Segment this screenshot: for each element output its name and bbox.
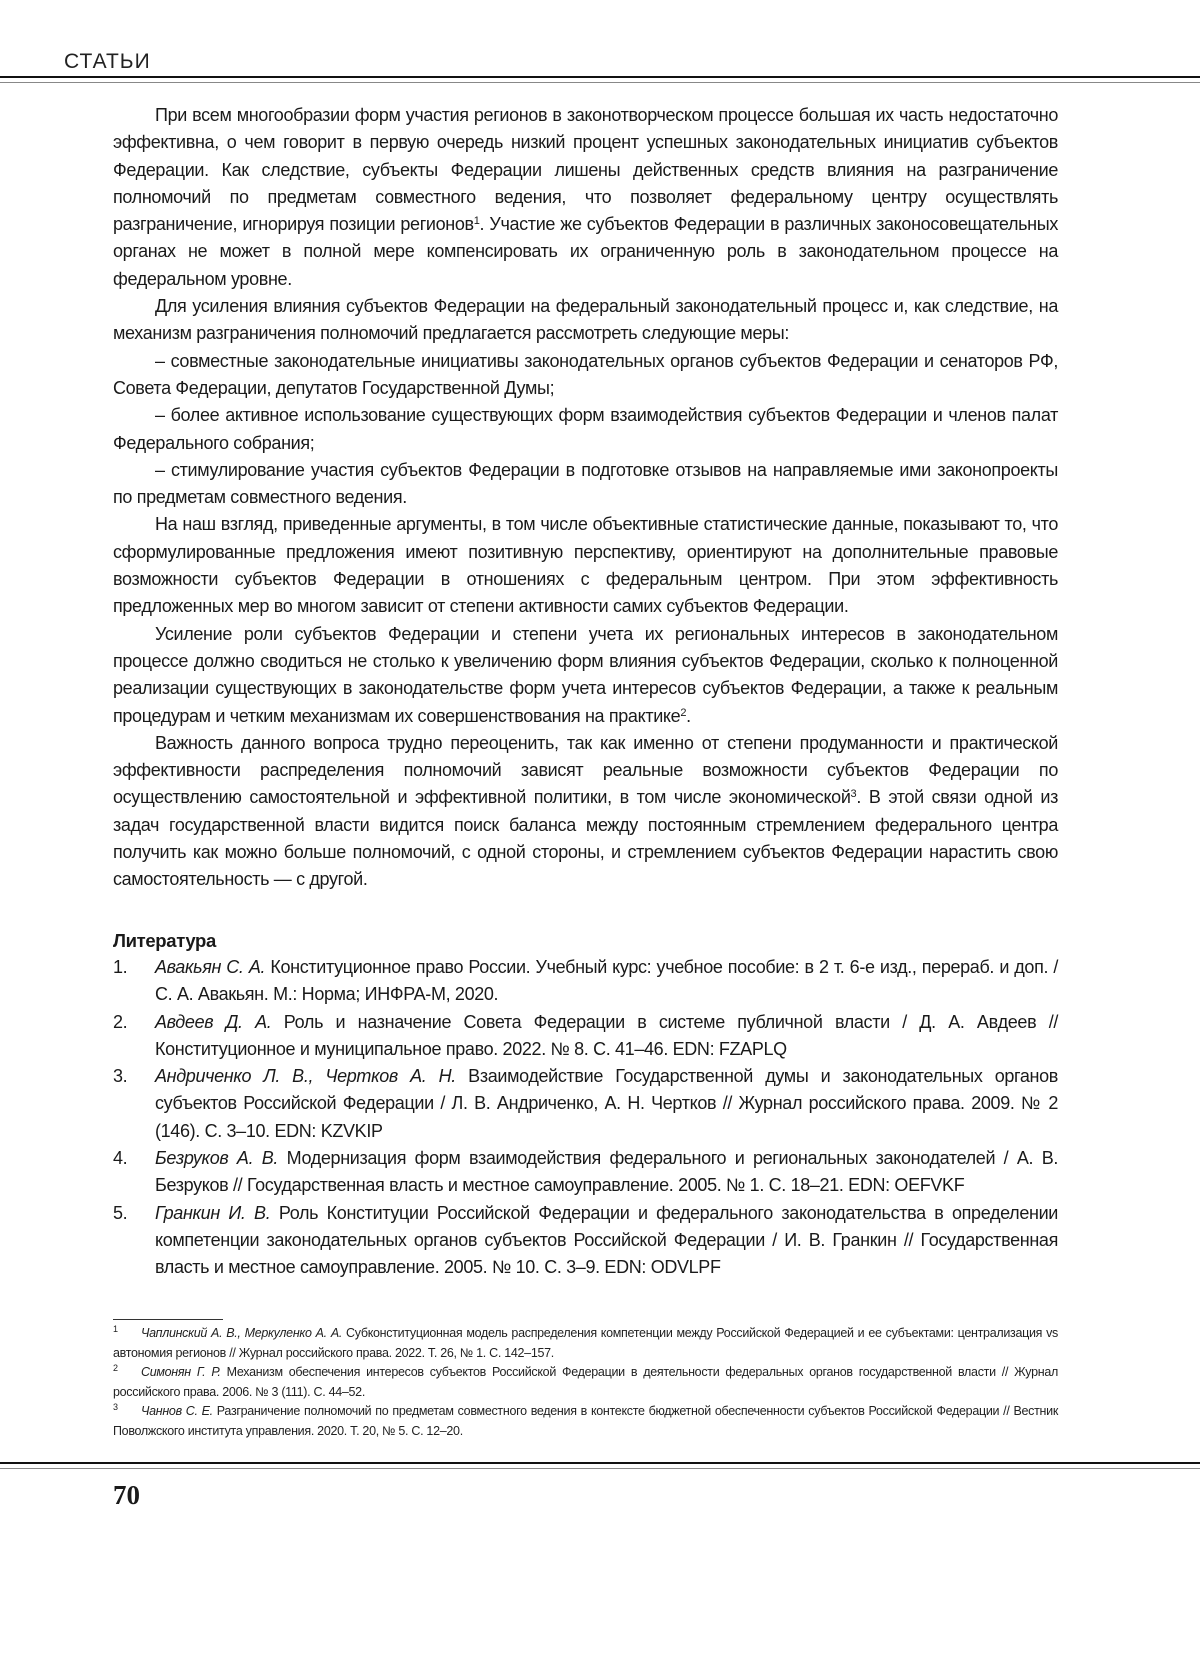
reference-author: Авакьян С. А.: [155, 957, 265, 977]
reference-item: [113, 1200, 1058, 1282]
reference-body: [155, 954, 1058, 1009]
reference-body: [155, 1200, 1058, 1282]
paragraph-text: Для усиления влияния субъектов Федерации на федеральный законодательный процесс и, как следствие, на механизм разграничения полномочий предлагается рассмотреть следующие меры:: [113, 296, 1058, 343]
footnote-ref: 2: [680, 707, 686, 719]
reference-body: [155, 1063, 1058, 1145]
footnote-text: Механизм обеспечения интересов субъектов Российской Федерации в деятельности федеральных органов государственной власти // Журнал российского права. 2006. № 3 (111). С. 44–52.: [113, 1365, 1058, 1399]
reference-item: [113, 1009, 1058, 1064]
header-rule: [0, 76, 1200, 83]
footnote-author: Чаннов С. Е.: [141, 1404, 213, 1418]
reference-number: 4.: [113, 1145, 155, 1200]
reference-item: [113, 1145, 1058, 1200]
paragraph-text: . Участие же субъектов Федерации в различных законосовещательных органах не может в полной мере компенсировать их ограниченную роль в законодательном процессе на федеральном уровне.: [113, 214, 1058, 289]
footnote-text: Субконституционная модель распределения компетенции между Российской Федерацией и ее субъектами: централизация vs автономия регионов // Журнал российского права. 2022. Т. 26, № 1. С. 142–157.: [113, 1326, 1058, 1360]
paragraph-text: При всем многообразии форм участия регионов в законотворческом процессе большая их часть недостаточно эффективна, о чем говорит в первую очередь низкий процент успешных законодательных инициатив субъектов Федерации. Как следствие, субъекты Федерации лишены действенных средств влияния на разграничение полномочий по предметам совместного ведения, что позволяет федеральному центру осуществлять разграничение, игнорируя позиции регионов: [113, 105, 1058, 234]
reference-number: 1.: [113, 954, 155, 1009]
footnote: 2 Симонян Г. Р. Механизм обеспечения интересов субъектов Российской Федерации в деятельности федеральных органов государственной власти // Журнал российского права. 2006. № 3 (111). С. 44–52.: [113, 1363, 1058, 1402]
paragraph-text: .: [686, 706, 691, 726]
reference-item: [113, 954, 1058, 1009]
footnote-separator: [113, 1319, 223, 1320]
reference-author: Гранкин И. В.: [155, 1203, 270, 1223]
footnote-ref: 1: [474, 215, 480, 227]
reference-number: 5.: [113, 1200, 155, 1282]
literature-title: Литература: [113, 927, 1058, 954]
paragraph: [113, 293, 1058, 348]
reference-author: Авдеев Д. А.: [155, 1012, 271, 1032]
article-body: [113, 102, 1058, 1281]
paragraph: [113, 457, 1058, 512]
footer-rule: [0, 1462, 1200, 1469]
reference-body: [155, 1009, 1058, 1064]
paragraph-text: Важность данного вопроса трудно переоценить, так как именно от степени продуманности и практической эффективности распределения полномочий зависят реальные возможности субъектов Федерации по осуществлению самостоятельной и эффективной политики, в том числе экономической: [113, 733, 1058, 808]
paragraph-text: Усиление роли субъектов Федерации и степени учета их региональных интересов в законодательном процессе должно сводиться не столько к увеличению форм влияния субъектов Федерации, сколько к полноценной реализации существующих в законодательстве форм учета интересов субъектов Федерации, а также к реальным процедурам и четким механизмам их совершенствования на практике: [113, 624, 1058, 726]
paragraphs: [113, 102, 1058, 894]
footnotes: [113, 1324, 1058, 1441]
reference-text: Роль Конституции Российской Федерации и федерального законодательства в определении компетенции законодательных органов субъектов Российской Федерации / И. В. Гранкин // Государственная власть и местное самоуправление. 2005. № 10. С. 3–9. EDN: ODVLPF: [155, 1203, 1058, 1278]
reference-item: [113, 1063, 1058, 1145]
paragraph: [113, 621, 1058, 730]
paragraph: [113, 102, 1058, 293]
footnote: 1 Чаплинский А. В., Меркуленко А. А. Субконституционная модель распределения компетенции между Российской Федерацией и ее субъектами: централизация vs автономия регионов // Журнал российского права. 2022. Т. 26, № 1. С. 142–157.: [113, 1324, 1058, 1363]
section-header: СТАТЬИ: [64, 50, 151, 74]
literature-list: [113, 954, 1058, 1282]
reference-text: Модернизация форм взаимодействия федерального и региональных законодателей / А. В. Безруков // Государственная власть и местное самоуправление. 2005. № 1. С. 18–21. EDN: OEFVKF: [155, 1148, 1058, 1195]
reference-number: 2.: [113, 1009, 155, 1064]
reference-author: Андриченко Л. В., Чертков А. Н.: [155, 1066, 456, 1086]
page-number: 70: [113, 1480, 140, 1511]
paragraph: [113, 511, 1058, 620]
paragraph: [113, 402, 1058, 457]
reference-number: 3.: [113, 1063, 155, 1145]
paragraph: [113, 730, 1058, 894]
reference-text: Взаимодействие Государственной думы и законодательных органов субъектов Российской Федерации / Л. В. Андриченко, А. Н. Чертков // Журнал российского права. 2009. № 2 (146). С. 3–10. EDN: KZVKIP: [155, 1066, 1058, 1141]
reference-body: [155, 1145, 1058, 1200]
paragraph-text: – стимулирование участия субъектов Федерации в подготовке отзывов на направляемые ими законопроекты по предметам совместного ведения.: [113, 460, 1058, 507]
footnote: 3 Чаннов С. Е. Разграничение полномочий по предметам совместного ведения в контексте бюджетной обеспеченности субъектов Российской Федерации // Вестник Поволжского института управления. 2020. Т. 20, № 5. С. 12–20.: [113, 1402, 1058, 1441]
paragraph-text: – совместные законодательные инициативы законодательных органов субъектов Федерации и сенаторов РФ, Совета Федерации, депутатов Государственной Думы;: [113, 351, 1058, 398]
paragraph-text: . В этой связи одной из задач государственной власти видится поиск баланса между постоянным стремлением федерального центра получить как можно больше полномочий, с одной стороны, и стремлением субъектов Федерации нарастить свою самостоятельность — с другой.: [113, 787, 1058, 889]
paragraph-text: На наш взгляд, приведенные аргументы, в том числе объективные статистические данные, показывают то, что сформулированные предложения имеют позитивную перспективу, ориентируют на дополнительные правовые возможности субъектов Федерации в отношениях с федеральным центром. При этом эффективность предложенных мер во многом зависит от степени активности самих субъектов Федерации.: [113, 514, 1058, 616]
reference-author: Безруков А. В.: [155, 1148, 278, 1168]
reference-text: Роль и назначение Совета Федерации в системе публичной власти / Д. А. Авдеев // Конституционное и муниципальное право. 2022. № 8. С. 41–46. EDN: FZAPLQ: [155, 1012, 1058, 1059]
paragraph: [113, 348, 1058, 403]
footnote-author: Симонян Г. Р.: [141, 1365, 221, 1379]
reference-text: Конституционное право России. Учебный курс: учебное пособие: в 2 т. 6-е изд., перераб. и доп. / С. А. Авакьян. М.: Норма; ИНФРА-М, 2020.: [155, 957, 1058, 1004]
footnote-ref: 3: [851, 788, 857, 800]
footnote-author: Чаплинский А. В., Меркуленко А. А.: [141, 1326, 342, 1340]
paragraph-text: – более активное использование существующих форм взаимодействия субъектов Федерации и членов палат Федерального собрания;: [113, 405, 1058, 452]
footnote-text: Разграничение полномочий по предметам совместного ведения в контексте бюджетной обеспеченности субъектов Российской Федерации // Вестник Поволжского института управления. 2020. Т. 20, № 5. С. 12–20.: [113, 1404, 1058, 1438]
